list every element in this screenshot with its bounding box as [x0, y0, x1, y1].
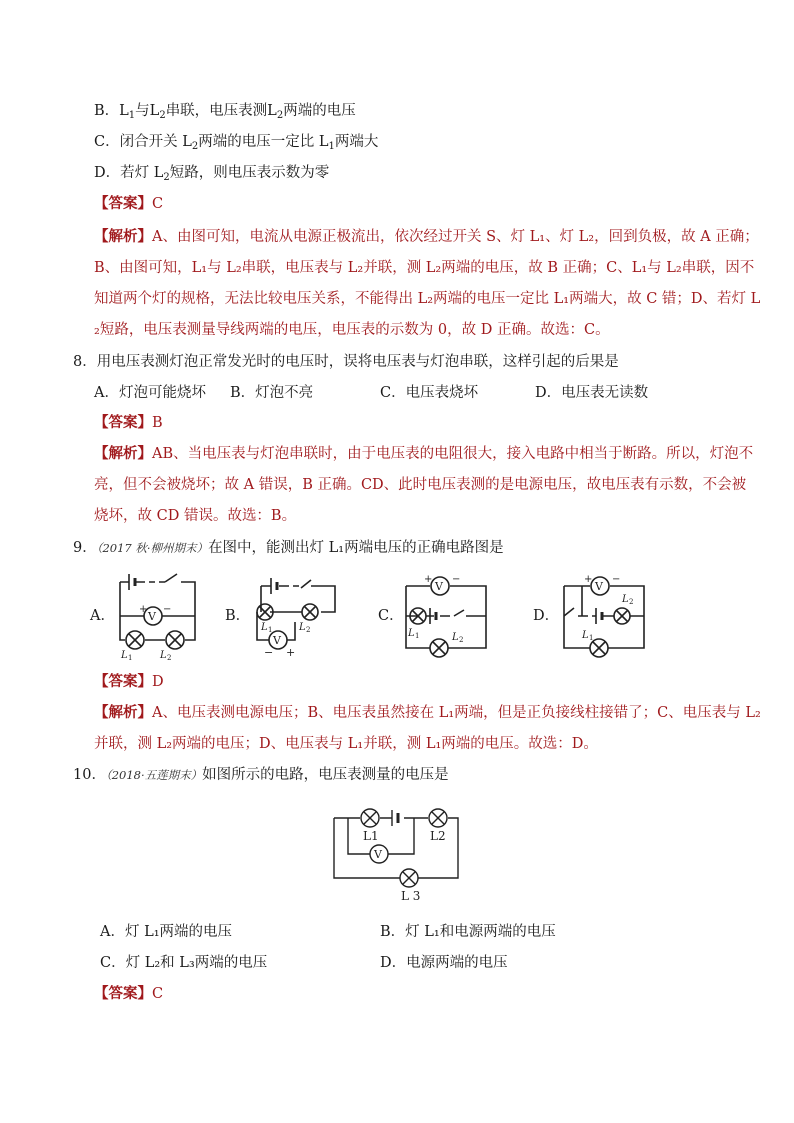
q7-option-b-text: 两端的电压: [283, 103, 356, 119]
q9-option-a-label: A．: [90, 608, 115, 624]
q9-circuit-a: [115, 568, 200, 660]
svg-text:L: L: [160, 650, 167, 660]
q7-option-c: [94, 132, 378, 152]
answer-value: B: [152, 415, 163, 431]
answer-value: C: [152, 196, 164, 212]
svg-text:L: L: [408, 628, 415, 639]
q8-answer: [94, 413, 163, 433]
q10-option-a: A．灯 L₁两端的电压: [100, 924, 233, 940]
q8-analysis-line-2: 亮，但不会被烧坏；故 A 错误，B 正确。CD、此时电压表测的是电源电压，故电压表有示数，不会被: [94, 477, 747, 493]
q8-option-b: B．灯泡不亮: [230, 385, 314, 401]
svg-text:+: +: [424, 574, 433, 585]
question-stem: 在图中，能测出灯 L₁两端电压的正确电路图是: [208, 540, 504, 556]
answer-label: 【答案】: [94, 985, 152, 1002]
q9-circuit-c: [400, 572, 492, 660]
q9-circuit-d: [558, 572, 650, 660]
svg-text:1: 1: [415, 632, 420, 640]
svg-text:L: L: [622, 594, 629, 605]
svg-text:1: 1: [589, 634, 594, 642]
q9-answer: [94, 672, 164, 692]
answer-value: C: [152, 986, 164, 1002]
voltmeter-label: V: [148, 610, 156, 623]
q7-answer: [94, 194, 163, 214]
analysis-text: AB、当电压表与灯泡串联时，由于电压表的电阻很大，接入电路中相当于断路。所以，灯泡不: [152, 446, 754, 462]
svg-text:−: −: [163, 604, 172, 615]
label-l3: L 3: [401, 889, 421, 903]
svg-text:V: V: [273, 634, 281, 647]
q7-option-d-text: D．若灯 L: [94, 165, 164, 181]
svg-text:+: +: [139, 604, 148, 615]
analysis-label: 【解析】: [94, 704, 152, 721]
q8-analysis-line-1: [94, 444, 753, 464]
svg-text:1: 1: [268, 626, 273, 634]
question-source: （2017 秋·柳州期末）: [96, 541, 209, 555]
question-source: （2018·五莲期末）: [105, 768, 203, 782]
svg-text:2: 2: [306, 626, 311, 634]
question-number: 10．: [73, 767, 106, 783]
subscript: 2: [191, 141, 199, 152]
svg-text:+: +: [584, 574, 593, 585]
q9-stem: [73, 538, 504, 558]
q7-analysis-line-4: ₂短路，电压表测量导线两端的电压，电压表的示数为 0，故 D 正确。故选：C。: [94, 322, 610, 338]
answer-label: 【答案】: [94, 195, 152, 212]
svg-text:V: V: [595, 580, 603, 593]
svg-text:−: −: [264, 646, 274, 659]
svg-text:2: 2: [629, 598, 634, 606]
q7-option-d: [94, 163, 329, 183]
subscript: 2: [276, 110, 284, 121]
label-l2: L2: [430, 829, 446, 843]
q7-option-c-text: C．闭合开关 L: [94, 134, 192, 150]
q7-analysis-line-3: 知道两个灯的规格，无法比较电压关系，不能得出 L₂两端的电压一定比 L₁两端大，故 C 错；D、若灯 L: [94, 291, 761, 307]
svg-text:−: −: [612, 574, 621, 585]
label-l1: L1: [363, 829, 379, 843]
q9-analysis-line-1: [94, 703, 761, 723]
q7-option-c-text: 两端大: [334, 134, 379, 150]
q7-option-b-text: B．L: [94, 103, 129, 119]
svg-text:L: L: [299, 622, 306, 633]
analysis-text: A、电压表测电源电压；B、电压表虽然接在 L₁两端，但是正负接线柱接错了；C、电压表与 L₂: [152, 705, 761, 721]
analysis-text: A、由图可知，电流从电源正极流出，依次经过开关 S、灯 L₁、灯 L₂，回到负极，故 A 正确；: [152, 229, 759, 245]
question-stem: 如图所示的电路，电压表测量的电压是: [202, 767, 449, 783]
q8-option-c: C．电压表烧坏: [380, 385, 479, 401]
question-number: 9．: [73, 540, 97, 556]
svg-text:+: +: [286, 646, 296, 659]
q7-option-b: [94, 101, 356, 121]
svg-text:L: L: [121, 650, 128, 660]
svg-text:L: L: [582, 630, 589, 641]
answer-label: 【答案】: [94, 673, 152, 690]
q8-analysis-line-3: 烧坏，故 CD 错误。故选：B。: [94, 508, 297, 524]
q10-option-c: C．灯 L₂和 L₃两端的电压: [100, 955, 268, 971]
subscript: 2: [159, 110, 166, 121]
subscript: 1: [328, 141, 335, 152]
svg-text:1: 1: [128, 654, 133, 660]
q10-answer: [94, 984, 163, 1004]
analysis-label: 【解析】: [94, 445, 152, 462]
q8-stem: 8．用电压表测灯泡正常发光时的电压时，误将电压表与灯泡串联，这样引起的后果是: [73, 354, 619, 370]
q10-circuit: [330, 800, 465, 905]
svg-text:2: 2: [459, 636, 464, 644]
q7-option-b-text: 串联，电压表测L: [165, 103, 277, 119]
svg-text:L: L: [261, 622, 268, 633]
svg-text:V: V: [435, 580, 443, 593]
svg-text:2: 2: [167, 654, 172, 660]
answer-value: D: [152, 674, 164, 690]
subscript: 2: [163, 172, 170, 183]
subscript: 1: [128, 110, 136, 121]
q7-analysis-line-2: B、由图可知，L₁与 L₂串联，电压表与 L₂并联，测 L₂两端的电压，故 B 正确；C、L₁与 L₂串联，因不: [94, 260, 755, 276]
q10-stem: [73, 765, 449, 785]
svg-text:L: L: [452, 632, 459, 643]
q7-option-b-text: 与L: [135, 103, 160, 119]
q9-analysis-line-2: 并联，测 L₂两端的电压；D、电压表与 L₁并联，测 L₁两端的电压。故选：D。: [94, 736, 598, 752]
q9-circuit-b: [255, 572, 340, 660]
q8-option-a: A．灯泡可能烧坏: [94, 385, 206, 401]
q7-option-c-text: 两端的电压一定比 L: [198, 134, 329, 150]
q10-option-b: B．灯 L₁和电源两端的电压: [380, 924, 556, 940]
q9-option-b-label: B．: [225, 608, 251, 624]
svg-text:−: −: [452, 574, 461, 585]
q7-option-d-text: 短路，则电压表示数为零: [169, 165, 330, 181]
q9-option-c-label: C．: [378, 608, 404, 624]
answer-label: 【答案】: [94, 414, 152, 431]
q10-option-d: D．电源两端的电压: [380, 955, 508, 971]
q8-option-d: D．电压表无读数: [535, 385, 649, 401]
q7-analysis-line-1: [94, 227, 759, 247]
q9-option-d-label: D．: [533, 608, 560, 624]
svg-text:V: V: [374, 848, 382, 861]
analysis-label: 【解析】: [94, 228, 152, 245]
